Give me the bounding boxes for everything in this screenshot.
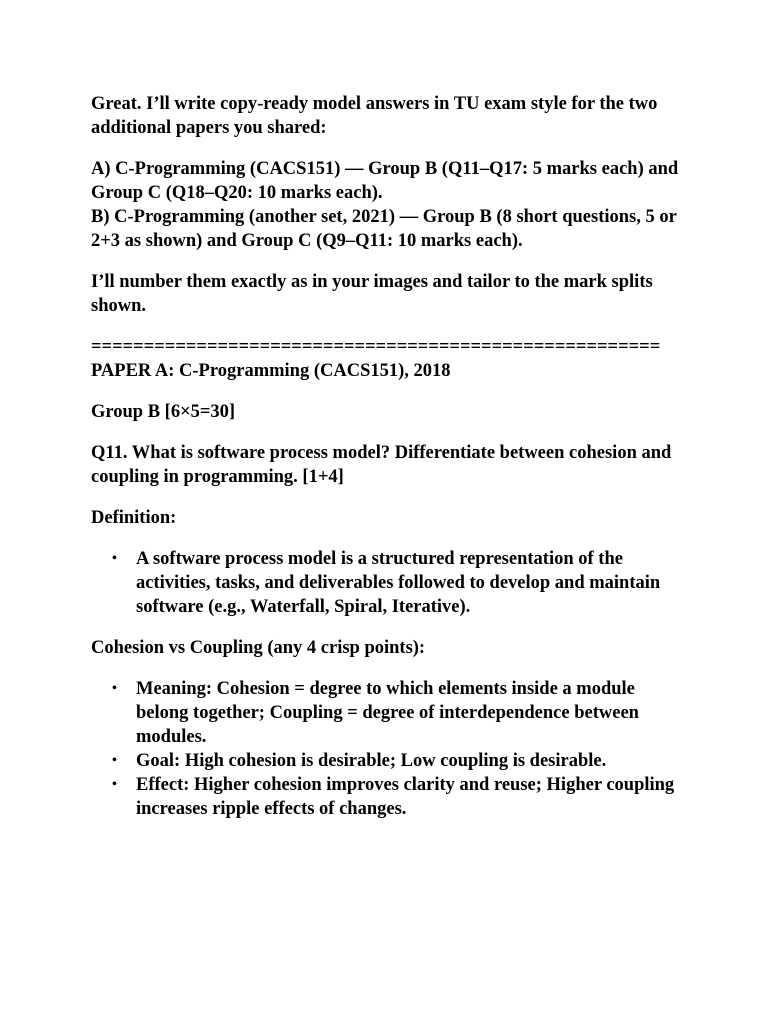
question-text: Q11. What is software process model? Differentiate between cohesion and coupling in programming. [1+4] xyxy=(91,443,672,487)
list-item-text: Goal: High cohesion is desirable; Low coupling is desirable. xyxy=(136,751,607,771)
bullet-icon: • xyxy=(112,753,117,768)
list-item xyxy=(91,677,687,749)
comparison-heading: Cohesion vs Coupling (any 4 crisp points): xyxy=(91,638,426,658)
comparison-list xyxy=(91,677,687,821)
numbering-note: I’ll number them exactly as in your images and tailor to the mark splits shown. xyxy=(91,272,653,316)
papers-paragraph xyxy=(91,157,687,253)
intro-paragraph: Great. I’ll write copy-ready model answers in TU exam style for the two additional papers you shared: xyxy=(91,94,658,138)
paper-b-line: B) C-Programming (another set, 2021) — Group B (8 short questions, 5 or 2+3 as shown) and Group C (Q9–Q11: 10 marks each). xyxy=(91,207,677,251)
list-item-text: Meaning: Cohesion = degree to which elements inside a module belong together; Coupling = degree of interdependence between modules. xyxy=(136,679,639,747)
separator-line: ====================================================== xyxy=(91,337,661,357)
document-page xyxy=(91,92,687,838)
list-item xyxy=(91,749,687,773)
group-heading: Group B [6×5=30] xyxy=(91,402,236,422)
list-item xyxy=(91,547,687,619)
definition-list xyxy=(91,547,687,619)
list-item-text: A software process model is a structured representation of the activities, tasks, and deliverables followed to develop and maintain software (e.g., Waterfall, Spiral, Iterative). xyxy=(136,549,661,617)
bullet-icon: • xyxy=(112,777,117,792)
bullet-icon: • xyxy=(112,551,117,566)
list-item-text: Effect: Higher cohesion improves clarity and reuse; Higher coupling increases ripple effects of changes. xyxy=(136,775,675,819)
list-item xyxy=(91,773,687,821)
bullet-icon: • xyxy=(112,681,117,696)
paper-heading: PAPER A: C-Programming (CACS151), 2018 xyxy=(91,361,451,381)
paper-a-line: A) C-Programming (CACS151) — Group B (Q11–Q17: 5 marks each) and Group C (Q18–Q20: 10 marks each). xyxy=(91,159,679,203)
definition-heading: Definition: xyxy=(91,508,177,528)
